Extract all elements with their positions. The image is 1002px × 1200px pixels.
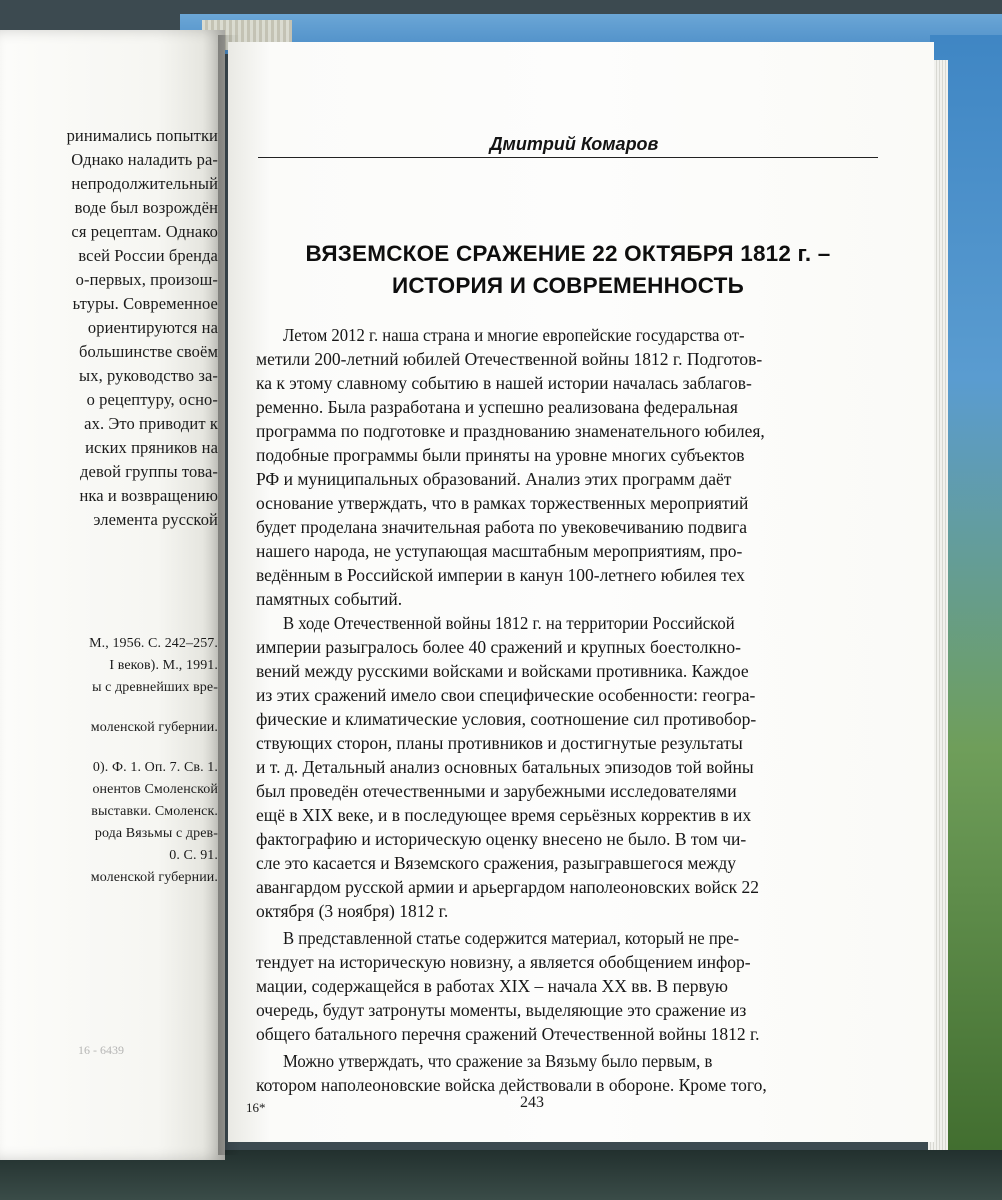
body-line: Летом 2012 г. наша страна и многие европейские государства от-: [283, 325, 745, 345]
body-line: авангардом русской армии и арьергардом наполеоновских войск 22: [256, 877, 759, 897]
body-line: ведённым в Российской империи в канун 100-летнего юбилея тех: [256, 565, 745, 585]
header-rule: [258, 157, 878, 158]
body-line: вений между русскими войсками и войсками противника. Каждое: [256, 661, 749, 681]
body-line: фактографию и историческую оценку внесено не было. В том чи-: [256, 829, 747, 849]
body-line: очередь, будут затронуты моменты, выделяющие это сражение из: [256, 1000, 747, 1020]
left-footnote-line: онентов Смоленской: [92, 782, 218, 797]
article-title-line-1: ВЯЗЕМСКОЕ СРАЖЕНИЕ 22 ОКТЯБРЯ 1812 г. –: [305, 241, 831, 266]
left-footnote-line: ы с древнейших вре-: [92, 680, 218, 695]
author-name: Дмитрий Комаров: [489, 134, 659, 154]
left-text-line: ся рецептам. Однако: [71, 222, 218, 241]
left-text-line: непродолжительный: [71, 174, 218, 193]
left-footnote-line: моленской губернии.: [90, 720, 218, 735]
body-line: ка к этому славному событию в нашей истории началась заблагов-: [256, 373, 752, 393]
left-footnote-line: рода Вязьмы с древ-: [94, 826, 218, 841]
body-line: В ходе Отечественной войны 1812 г. на территории Российской: [283, 613, 735, 633]
signature-mark: 16*: [246, 1100, 266, 1115]
body-line: будет проделана значительная работа по увековечиванию подвига: [256, 517, 748, 537]
body-line: котором наполеоновские войска действовали в обороне. Кроме того,: [256, 1075, 767, 1095]
left-footnote-line: 0. С. 91.: [169, 848, 218, 863]
left-footnote-line: I веков). М., 1991.: [109, 658, 218, 673]
left-page: [0, 30, 225, 1160]
body-line: метили 200-летний юбилей Отечественной войны 1812 г. Подготов-: [256, 349, 763, 369]
left-footnote-line: выставки. Смоленск.: [91, 804, 218, 819]
body-line: империи разыгралось более 40 сражений и крупных боестолкно-: [256, 637, 741, 657]
body-line: памятных событий.: [256, 589, 403, 609]
body-line: фические и климатические условия, соотношение сил противобор-: [256, 709, 757, 729]
left-page-number: 16 - 6439: [78, 1043, 124, 1057]
body-line: Можно утверждать, что сражение за Вязьму было первым, в: [283, 1051, 713, 1071]
body-line: из этих сражений имело свои специфические особенности: геогра-: [256, 685, 756, 705]
body-line: тендует на историческую новизну, а является обобщением инфор-: [256, 952, 751, 972]
left-footnote-line: 0). Ф. 1. Оп. 7. Св. 1.: [92, 760, 218, 775]
left-text-line: ориентируются на: [87, 318, 218, 337]
left-text-line: Однако наладить ра-: [71, 150, 218, 169]
body-line: общего батального перечня сражений Отечественной войны 1812 г.: [256, 1024, 760, 1044]
left-text-line: ьтуры. Современное: [72, 294, 218, 313]
left-text-line: иских пряников на: [85, 438, 218, 457]
left-text-line: девой группы това-: [80, 462, 218, 481]
body-line: сле это касается и Вяземского сражения, разыгравшегося между: [256, 853, 737, 873]
body-line: мации, содержащейся в работах XIX – начала XX вв. В первую: [256, 976, 728, 996]
body-line: ствующих сторон, планы противников и достигнутые результаты: [256, 733, 743, 753]
left-text-line: ах. Это приводит к: [84, 414, 218, 433]
left-text-line: большинстве своём: [79, 342, 218, 361]
left-text-line: о-первых, произош-: [75, 270, 218, 289]
body-line: программа по подготовке и празднованию знаменательного юбилея,: [256, 421, 765, 441]
article-title-line-2: ИСТОРИЯ И СОВРЕМЕННОСТЬ: [392, 273, 744, 298]
left-text-line: элемента русской: [93, 510, 218, 529]
left-text-line: ых, руководство за-: [79, 366, 218, 385]
body-line: В представленной статье содержится материал, который не пре-: [283, 928, 740, 948]
article-title: [248, 238, 888, 302]
left-text-line: нка и возвращению: [79, 486, 218, 505]
left-footnote-line: моленской губернии.: [90, 870, 218, 885]
body-line: подобные программы были приняты на уровне многих субъектов: [256, 445, 745, 465]
body-line: октября (3 ноября) 1812 г.: [256, 901, 449, 921]
body-line: РФ и муниципальных образований. Анализ этих программ даёт: [256, 469, 732, 489]
body-line: нашего народа, не уступающая масштабным мероприятиям, про-: [256, 541, 743, 561]
left-footnote-line: М., 1956. С. 242–257.: [89, 636, 218, 651]
body-line: и т. д. Детальный анализ основных батальных эпизодов той войны: [256, 757, 754, 777]
body-line: был проведён отечественными и зарубежными исследователями: [256, 781, 737, 801]
left-text-line: всей России бренда: [78, 246, 218, 265]
page-number: 243: [520, 1094, 544, 1111]
right-page: [228, 42, 934, 1142]
body-line: ременно. Была разработана и успешно реализована федеральная: [256, 397, 738, 417]
left-text-line: воде был возрождён: [74, 198, 218, 217]
body-line: основание утверждать, что в рамках торжественных мероприятий: [256, 493, 749, 513]
left-text-line: ринимались попытки: [66, 126, 218, 145]
body-line: ещё в XIX веке, и в последующее время серьёзных корректив в их: [256, 805, 752, 825]
left-text-line: о рецептуру, осно-: [86, 390, 218, 409]
